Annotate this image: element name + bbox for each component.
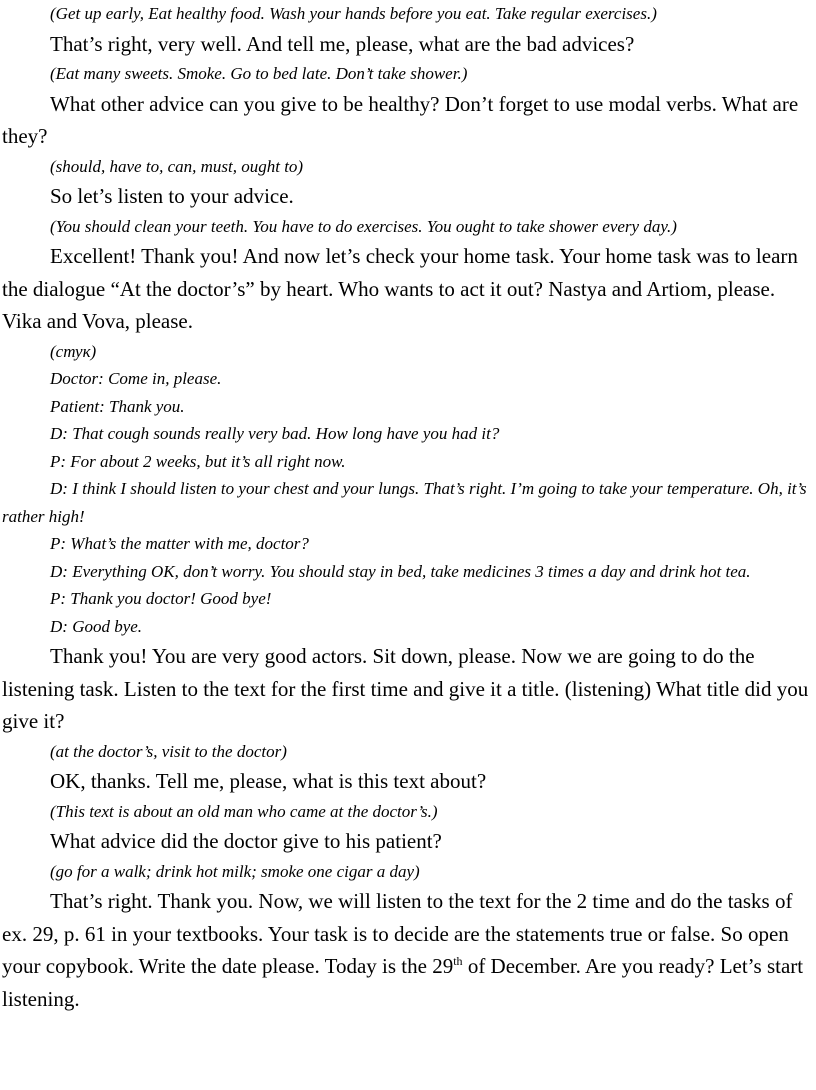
answer-advice-examples: (You should clean your teeth. You have to do exercises. You ought to take shower every day.) [50, 216, 677, 236]
teacher-home-task: Excellent! Thank you! And now let’s check your home task. Your home task was to learn the dialogue “At the doctor’s” by heart. Who wants to act it out? Nastya and Artiom, please. Vika and Vova, please. [2, 244, 798, 333]
answer-good-advice: (Get up early, Eat healthy food. Wash your hands before you eat. Take regular exercises.) [50, 4, 657, 23]
teacher-second-listening [2, 885, 812, 1015]
dialogue-line: D: Good bye. [50, 616, 143, 636]
dialogue-line: Doctor: Come in, please. [50, 369, 222, 388]
dialogue-line: D: That cough sounds really very bad. How long have you had it? [50, 424, 500, 443]
teacher-doctor-advice-question: What advice did the doctor give to his patient? [50, 829, 442, 853]
dialogue-line: D: Everything OK, don’t worry. You should stay in bed, take medicines 3 times a day and drink hot tea. [50, 561, 751, 581]
last-paragraph-after: of December. Are you ready? Let’s start listening. [2, 954, 804, 1011]
answer-doctor-advice: (go for a walk; drink hot milk; smoke one cigar a day) [50, 861, 420, 881]
dialogue-knock: (стук) [50, 341, 97, 361]
answer-title: (at the doctor’s, visit to the doctor) [50, 741, 287, 761]
answer-text-about: (This text is about an old man who came at the doctor’s.) [50, 801, 438, 821]
answer-modal-verbs: (should, have to, can, must, ought to) [50, 156, 304, 176]
teacher-listening-task: Thank you! You are very good actors. Sit down, please. Now we are going to do the listening task. Listen to the text for the first time and give it a title. (listening) What title did you give it? [2, 644, 809, 733]
answer-bad-advice: (Eat many sweets. Smoke. Go to bed late. Don’t take shower.) [50, 64, 468, 83]
dialogue-line: P: Thank you doctor! Good bye! [50, 589, 272, 608]
dialogue-line: D: I think I should listen to your chest and your lungs. That’s right. I’m going to take your temperature. Oh, it’s rather high! [2, 479, 807, 526]
teacher-text-about-question: OK, thanks. Tell me, please, what is this text about? [50, 769, 487, 793]
dialogue-line: Patient: Thank you. [50, 396, 185, 416]
dialogue-line: P: What’s the matter with me, doctor? [50, 534, 309, 553]
dialogue-line: P: For about 2 weeks, but it’s all right now. [50, 451, 346, 471]
teacher-listen-advice: So let’s listen to your advice. [50, 184, 294, 208]
teacher-bad-advice-question: That’s right, very well. And tell me, please, what are the bad advices? [50, 31, 635, 56]
teacher-modal-verbs-question: What other advice can you give to be healthy? Don’t forget to use modal verbs. What are they? [2, 91, 799, 148]
last-paragraph-before: That’s right. Thank you. Now, we will listen to the text for the 2 time and do the tasks of ex. 29, p. 61 in your textbooks. Your task is to decide are the statements true or false. So open your copybook. Write the date please. Today is the 29 [2, 889, 793, 978]
ordinal-suffix: th [453, 954, 463, 968]
